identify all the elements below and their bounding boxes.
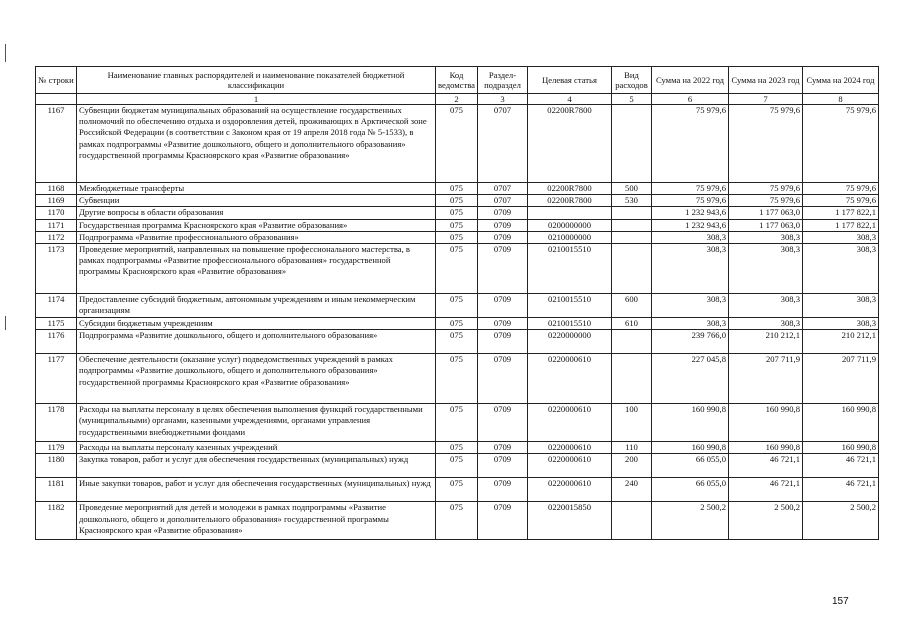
row-expense-type: 100: [612, 404, 652, 442]
row-number: 1168: [36, 183, 77, 195]
row-department-code: 075: [436, 354, 478, 404]
row-number: 1180: [36, 454, 77, 478]
table-row: [36, 244, 879, 294]
row-sum-2024: 160 990,8: [803, 404, 879, 442]
row-sum-2023: 308,3: [729, 294, 803, 318]
row-name: Иные закупки товаров, работ и услуг для обеспечения государственных (муниципальных) нужд: [77, 478, 436, 502]
row-number: 1172: [36, 231, 77, 243]
colnum-2: 2: [436, 94, 478, 105]
row-section: 0709: [478, 231, 528, 243]
row-target-article: 0220000610: [528, 404, 612, 442]
row-sum-2022: 75 979,6: [652, 195, 729, 207]
row-section: 0709: [478, 404, 528, 442]
row-sum-2022: 227 045,8: [652, 354, 729, 404]
row-sum-2022: 66 055,0: [652, 478, 729, 502]
row-number: 1167: [36, 105, 77, 183]
row-expense-type: 200: [612, 454, 652, 478]
row-section: 0709: [478, 442, 528, 454]
row-expense-type: [612, 502, 652, 540]
row-sum-2023: 46 721,1: [729, 478, 803, 502]
table-row: [36, 502, 879, 540]
header-sum-2024: Сумма на 2024 год: [803, 67, 879, 94]
row-sum-2024: 160 990,8: [803, 442, 879, 454]
colnum-0: [36, 94, 77, 105]
row-name: Подпрограмма «Развитие дошкольного, общего и дополнительного образования»: [77, 330, 436, 354]
row-expense-type: 530: [612, 195, 652, 207]
row-section: 0707: [478, 195, 528, 207]
row-number: 1174: [36, 294, 77, 318]
row-sum-2022: 308,3: [652, 244, 729, 294]
row-expense-type: [612, 330, 652, 354]
colnum-3: 3: [478, 94, 528, 105]
row-department-code: 075: [436, 231, 478, 243]
header-row: [36, 67, 879, 94]
row-department-code: 075: [436, 478, 478, 502]
row-sum-2023: 1 177 063,0: [729, 207, 803, 219]
row-sum-2024: 2 500,2: [803, 502, 879, 540]
table-row: [36, 318, 879, 330]
row-sum-2023: 2 500,2: [729, 502, 803, 540]
row-name: Подпрограмма «Развитие профессионального образования»: [77, 231, 436, 243]
row-section: 0709: [478, 354, 528, 404]
row-sum-2023: 75 979,6: [729, 195, 803, 207]
row-name: Субвенции бюджетам муниципальных образований на осуществление государственных полномочий по обеспечению отдыха и оздоровления детей, проживающих в Арктической зоне Российской Федерации (в соответствии с Законом края от 19 апреля 2018 года № 5-1533), в рамках подпрограммы «Развитие дошкольного, общего и дополнительного образования» государственной программы Красноярского края «Развитие образования»: [77, 105, 436, 183]
row-section: 0707: [478, 105, 528, 183]
table-row: [36, 354, 879, 404]
header-expense-type: Вид расходов: [612, 67, 652, 94]
row-sum-2023: 46 721,1: [729, 454, 803, 478]
row-sum-2023: 75 979,6: [729, 105, 803, 183]
table-row: [36, 442, 879, 454]
row-sum-2022: 1 232 943,6: [652, 207, 729, 219]
row-sum-2024: 308,3: [803, 231, 879, 243]
row-sum-2024: 1 177 822,1: [803, 207, 879, 219]
row-name: Расходы на выплаты персоналу казенных учреждений: [77, 442, 436, 454]
row-target-article: 0200000000: [528, 219, 612, 231]
row-expense-type: [612, 219, 652, 231]
row-number: 1169: [36, 195, 77, 207]
header-row-number: № строки: [36, 67, 77, 94]
row-sum-2024: 210 212,1: [803, 330, 879, 354]
table-row: [36, 183, 879, 195]
row-name: Расходы на выплаты персоналу в целях обеспечения выполнения функций государственными (муниципальными) органами, казенными учреждениями, органами управления государственными внебюджетными фондами: [77, 404, 436, 442]
row-department-code: 075: [436, 105, 478, 183]
row-expense-type: 610: [612, 318, 652, 330]
row-number: 1170: [36, 207, 77, 219]
row-sum-2022: 308,3: [652, 231, 729, 243]
row-number: 1176: [36, 330, 77, 354]
row-name: Обеспечение деятельности (оказание услуг) подведомственных учреждений в рамках подпрограммы «Развитие дошкольного, общего и дополнительного образования» государственной программы Красноярского края «Развитие образования»: [77, 354, 436, 404]
budget-table: [35, 66, 879, 540]
row-name: Субсидии бюджетным учреждениям: [77, 318, 436, 330]
row-sum-2022: 308,3: [652, 318, 729, 330]
row-name: Государственная программа Красноярского края «Развитие образования»: [77, 219, 436, 231]
row-department-code: 075: [436, 294, 478, 318]
row-number: 1173: [36, 244, 77, 294]
page-number: 157: [832, 596, 849, 607]
row-sum-2022: 75 979,6: [652, 183, 729, 195]
row-target-article: [528, 207, 612, 219]
row-sum-2023: 207 711,9: [729, 354, 803, 404]
row-number: 1182: [36, 502, 77, 540]
row-section: 0709: [478, 502, 528, 540]
row-target-article: 0220000610: [528, 454, 612, 478]
table-row: [36, 330, 879, 354]
row-sum-2023: 160 990,8: [729, 404, 803, 442]
row-target-article: 02200R7800: [528, 105, 612, 183]
row-section: 0709: [478, 244, 528, 294]
table-row: [36, 195, 879, 207]
header-sum-2022: Сумма на 2022 год: [652, 67, 729, 94]
row-sum-2022: 66 055,0: [652, 454, 729, 478]
row-department-code: 075: [436, 207, 478, 219]
row-number: 1177: [36, 354, 77, 404]
row-target-article: 0220015850: [528, 502, 612, 540]
row-section: 0709: [478, 478, 528, 502]
row-sum-2022: 239 766,0: [652, 330, 729, 354]
row-expense-type: [612, 244, 652, 294]
row-sum-2022: 1 232 943,6: [652, 219, 729, 231]
row-expense-type: 500: [612, 183, 652, 195]
header-name: Наименование главных распорядителей и наименование показателей бюджетной классификации: [77, 67, 436, 94]
row-section: 0707: [478, 183, 528, 195]
row-target-article: 0220000000: [528, 330, 612, 354]
colnum-5: 5: [612, 94, 652, 105]
row-name: Другие вопросы в области образования: [77, 207, 436, 219]
row-expense-type: [612, 207, 652, 219]
margin-mark-top: [5, 44, 6, 62]
row-target-article: 0220000610: [528, 442, 612, 454]
row-sum-2024: 1 177 822,1: [803, 219, 879, 231]
colnum-1: 1: [77, 94, 436, 105]
row-section: 0709: [478, 318, 528, 330]
row-name: Закупка товаров, работ и услуг для обеспечения государственных (муниципальных) нужд: [77, 454, 436, 478]
row-sum-2023: 210 212,1: [729, 330, 803, 354]
row-sum-2024: 46 721,1: [803, 478, 879, 502]
row-sum-2024: 207 711,9: [803, 354, 879, 404]
row-department-code: 075: [436, 442, 478, 454]
row-department-code: 075: [436, 183, 478, 195]
row-expense-type: 110: [612, 442, 652, 454]
row-department-code: 075: [436, 502, 478, 540]
header-target-article: Целевая статья: [528, 67, 612, 94]
row-sum-2024: 308,3: [803, 318, 879, 330]
table-row: [36, 294, 879, 318]
row-target-article: 02200R7800: [528, 183, 612, 195]
row-sum-2023: 75 979,6: [729, 183, 803, 195]
row-target-article: 0220000610: [528, 478, 612, 502]
row-department-code: 075: [436, 330, 478, 354]
table-row: [36, 231, 879, 243]
margin-mark-middle: [5, 316, 6, 330]
column-numbers-row: [36, 94, 879, 105]
row-expense-type: [612, 231, 652, 243]
row-sum-2022: 160 990,8: [652, 404, 729, 442]
row-number: 1171: [36, 219, 77, 231]
row-sum-2022: 160 990,8: [652, 442, 729, 454]
table-row: [36, 105, 879, 183]
row-sum-2024: 75 979,6: [803, 105, 879, 183]
header-department-code: Код ведомства: [436, 67, 478, 94]
row-expense-type: 600: [612, 294, 652, 318]
row-target-article: 0220000610: [528, 354, 612, 404]
row-name: Субвенции: [77, 195, 436, 207]
row-department-code: 075: [436, 318, 478, 330]
row-target-article: 0210015510: [528, 244, 612, 294]
row-sum-2024: 46 721,1: [803, 454, 879, 478]
row-sum-2024: 308,3: [803, 294, 879, 318]
row-sum-2022: 308,3: [652, 294, 729, 318]
row-sum-2023: 308,3: [729, 318, 803, 330]
row-department-code: 075: [436, 404, 478, 442]
row-sum-2024: 75 979,6: [803, 195, 879, 207]
row-department-code: 075: [436, 244, 478, 294]
row-number: 1181: [36, 478, 77, 502]
row-number: 1175: [36, 318, 77, 330]
row-expense-type: [612, 105, 652, 183]
row-section: 0709: [478, 330, 528, 354]
header-sum-2023: Сумма на 2023 год: [729, 67, 803, 94]
row-department-code: 075: [436, 454, 478, 478]
row-sum-2024: 75 979,6: [803, 183, 879, 195]
row-name: Проведение мероприятий, направленных на повышение профессионального мастерства, в рамках подпрограммы «Развитие профессионального образования» государственной программы Красноярского края «Развитие образования»: [77, 244, 436, 294]
row-department-code: 075: [436, 195, 478, 207]
row-sum-2024: 308,3: [803, 244, 879, 294]
table-row: [36, 454, 879, 478]
row-number: 1179: [36, 442, 77, 454]
row-sum-2022: 2 500,2: [652, 502, 729, 540]
row-section: 0709: [478, 207, 528, 219]
row-expense-type: 240: [612, 478, 652, 502]
row-target-article: 0210000000: [528, 231, 612, 243]
row-name: Предоставление субсидий бюджетным, автономным учреждениям и иным некоммерческим организациям: [77, 294, 436, 318]
row-name: Межбюджетные трансферты: [77, 183, 436, 195]
row-sum-2023: 1 177 063,0: [729, 219, 803, 231]
colnum-4: 4: [528, 94, 612, 105]
table-row: [36, 207, 879, 219]
row-target-article: 02200R7800: [528, 195, 612, 207]
row-sum-2023: 160 990,8: [729, 442, 803, 454]
row-section: 0709: [478, 219, 528, 231]
row-target-article: 0210015510: [528, 318, 612, 330]
table-row: [36, 404, 879, 442]
colnum-8: 8: [803, 94, 879, 105]
row-section: 0709: [478, 294, 528, 318]
row-name: Проведение мероприятий для детей и молодежи в рамках подпрограммы «Развитие дошкольного, общего и дополнительного образования» государственной программы Красноярского края «Развитие образования»: [77, 502, 436, 540]
row-number: 1178: [36, 404, 77, 442]
row-sum-2023: 308,3: [729, 244, 803, 294]
row-sum-2022: 75 979,6: [652, 105, 729, 183]
table-row: [36, 219, 879, 231]
row-target-article: 0210015510: [528, 294, 612, 318]
colnum-7: 7: [729, 94, 803, 105]
row-section: 0709: [478, 454, 528, 478]
colnum-6: 6: [652, 94, 729, 105]
header-section: Раздел- подраздел: [478, 67, 528, 94]
row-department-code: 075: [436, 219, 478, 231]
table-row: [36, 478, 879, 502]
row-sum-2023: 308,3: [729, 231, 803, 243]
row-expense-type: [612, 354, 652, 404]
